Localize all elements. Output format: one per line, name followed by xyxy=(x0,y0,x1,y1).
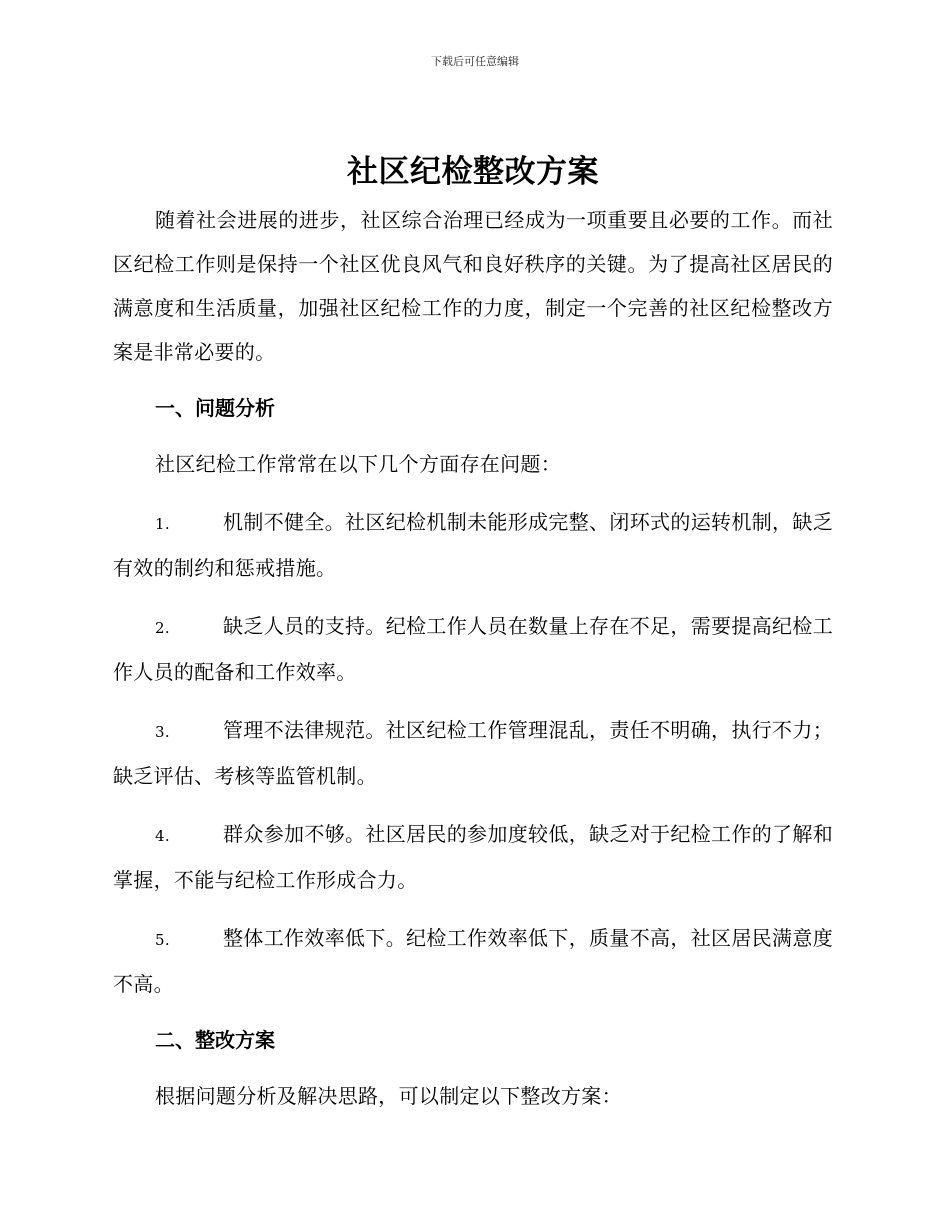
section-heading-rectification-plan: 二、整改方案 xyxy=(155,1028,275,1052)
list-item-number: 2. xyxy=(155,619,170,637)
list-item-text: 管理不法律规范。社区纪检工作管理混乱，责任不明确，执行不力；缺乏评估、考核等监管机制。 xyxy=(113,718,833,788)
section-lead-rectification-plan: 根据问题分析及解决思路，可以制定以下整改方案： xyxy=(155,1084,622,1108)
list-item-text: 群众参加不够。社区居民的参加度较低，缺乏对于纪检工作的了解和掌握，不能与纪检工作形成合力。 xyxy=(113,822,833,892)
list-item xyxy=(113,500,833,590)
page-header-note: 下载后可任意编辑 xyxy=(431,55,519,68)
list-item xyxy=(113,916,833,1006)
list-item xyxy=(113,708,833,798)
section-lead-problem-analysis: 社区纪检工作常常在以下几个方面存在问题： xyxy=(155,452,561,476)
list-item xyxy=(113,812,833,902)
list-item-number: 5. xyxy=(155,931,170,949)
document-body xyxy=(113,150,833,1118)
section-heading-problem-analysis: 一、问题分析 xyxy=(155,396,275,420)
list-item-number: 3. xyxy=(155,723,170,741)
document-title: 社区纪检整改方案 xyxy=(347,154,599,190)
list-item-text: 整体工作效率低下。纪检工作效率低下，质量不高，社区居民满意度不高。 xyxy=(113,926,833,996)
intro-paragraph: 随着社会进展的进步，社区综合治理已经成为一项重要且必要的工作。而社区纪检工作则是保持一个社区优良风气和良好秩序的关键。为了提高社区居民的满意度和生活质量，加强社区纪检工作的力度，制定一个完善的社区纪检整改方案是非常必要的。 xyxy=(113,208,833,364)
list-item-text: 缺乏人员的支持。纪检工作人员在数量上存在不足，需要提高纪检工作人员的配备和工作效率。 xyxy=(113,614,833,684)
list-item-number: 1. xyxy=(155,515,170,533)
list-item-text: 机制不健全。社区纪检机制未能形成完整、闭环式的运转机制，缺乏有效的制约和惩戒措施。 xyxy=(113,510,833,580)
list-item-number: 4. xyxy=(155,827,170,845)
list-item xyxy=(113,604,833,694)
